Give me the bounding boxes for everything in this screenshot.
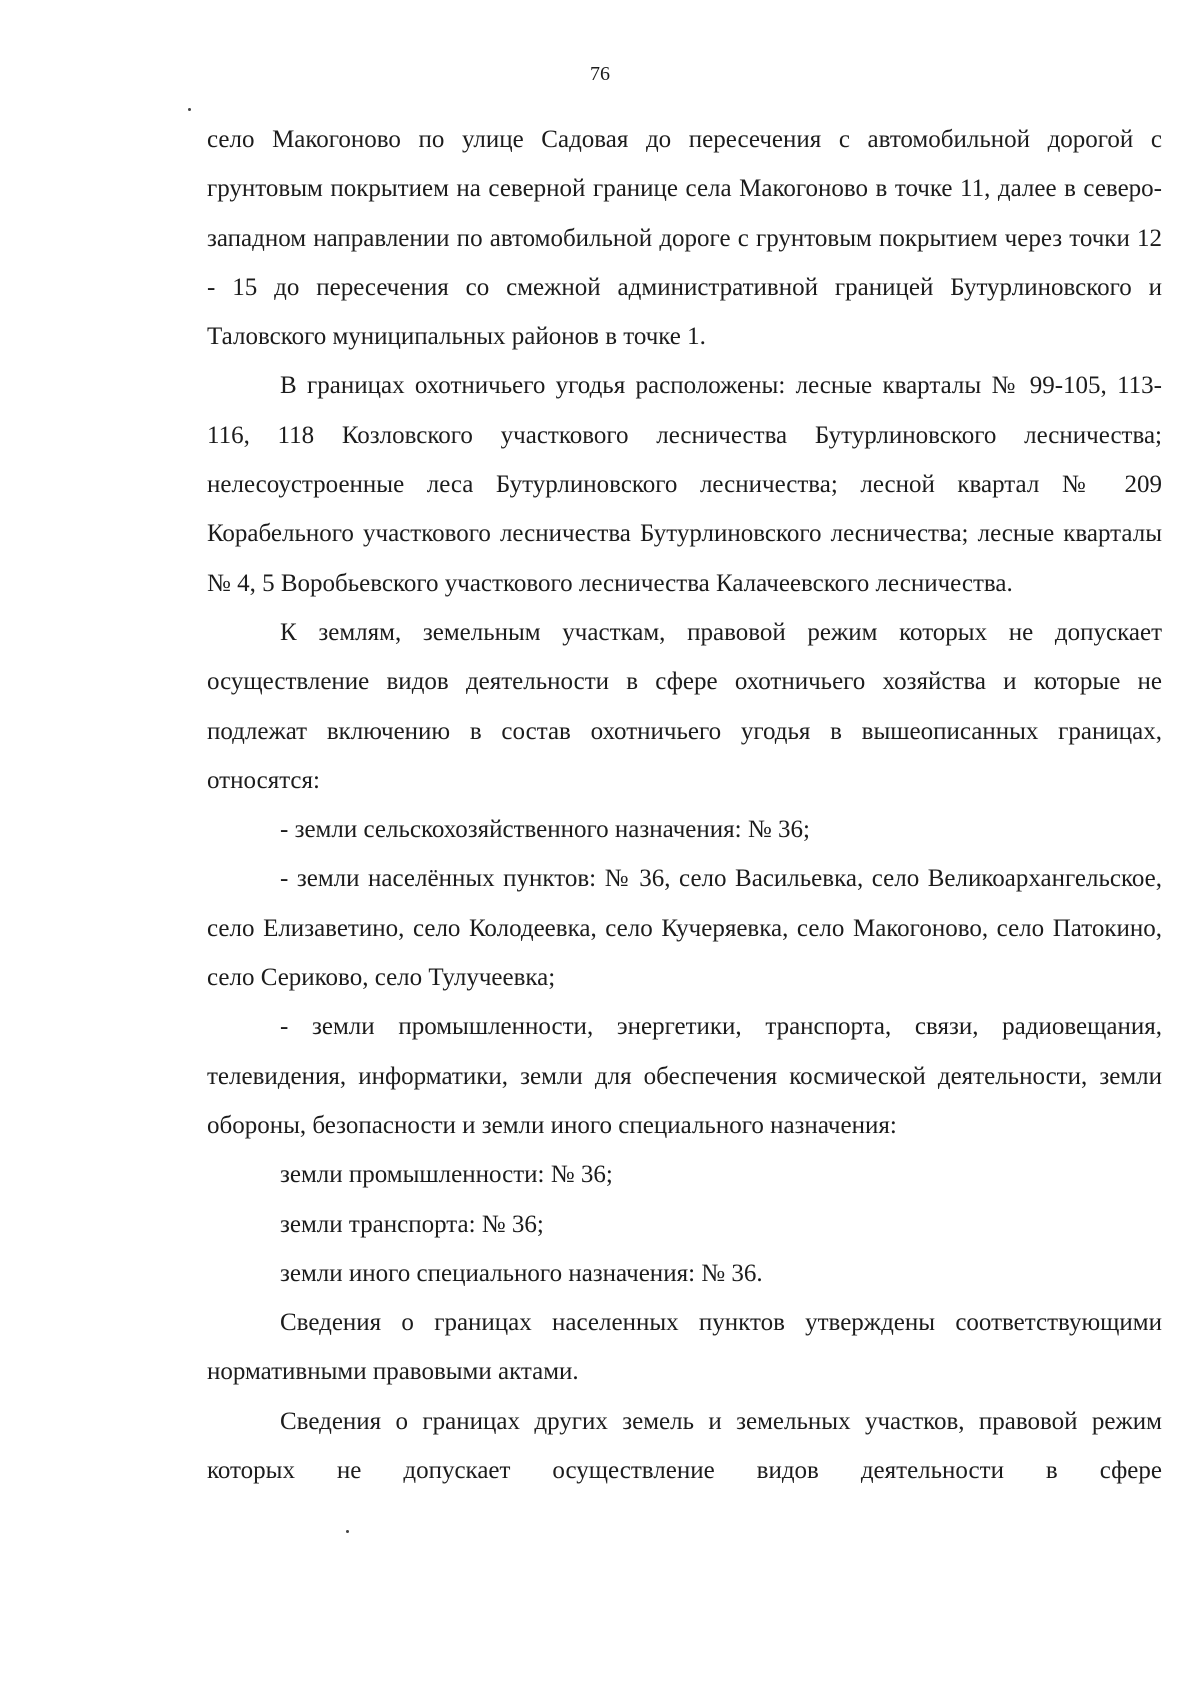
page-number: 76 [590,63,610,85]
list-item-industry-number: земли промышленности: № 36; [280,1161,613,1189]
paragraph-boundary-description: село Макогоново по улице Садовая до пересечения с автомобильной дорогой с грунтовым покрытием на северной границе села Макогоново в точке 11, далее в северо-западном направлении по автомобильной дороге с грунтовым покрытием через точки 12 - 15 до пересечения со смежной административной границей Бутурлиновского и Таловского муниципальных районов в точке 1. [207,126,1162,351]
paragraph-forest-quarters: В границах охотничьего угодья расположены: лесные кварталы № 99-105, 113-116, 118 Козловского участкового лесничества Бутурлиновского лесничества; нелесоустроенные леса Бутурлиновского лесничества; лесной квартал № 209 Корабельного участкового лесничества Бутурлиновского лесничества; лесные кварталы № 4, 5 Воробьевского участкового лесничества Калачеевского лесничества. [207,372,1162,597]
paragraph-settlement-boundaries: Сведения о границах населенных пунктов утверждены соответствующими нормативными правовыми актами. [207,1309,1162,1386]
document-body [207,115,1162,1495]
scan-speck [346,1530,349,1533]
list-item-special-purpose-number: земли иного специального назначения: № 36. [280,1259,763,1287]
scan-speck [188,108,191,111]
paragraph-other-lands: Сведения о границах других земель и земельных участков, правовой режим которых не допускает осуществление видов деятельности в сфере [207,1407,1162,1485]
list-item-settlement-lands: - земли населённых пунктов: № 36, село Васильевка, село Великоархангельское, село Елизаветино, село Колодеевка, село Кучеряевка, село Макогоново, село Патокино, село Сериково, село Тулучеевка; [207,865,1162,992]
list-item-agricultural-lands: - земли сельскохозяйственного назначения: № 36; [280,816,810,844]
list-item-industry-lands: - земли промышленности, энергетики, транспорта, связи, радиовещания, телевидения, информатики, земли для обеспечения космической деятельности, земли обороны, безопасности и земли иного специального назначения: [207,1013,1162,1139]
paragraph-excluded-lands-intro: К землям, земельным участкам, правовой режим которых не допускает осуществление видов деятельности в сфере охотничьего хозяйства и которые не подлежат включению в состав охотничьего угодья в вышеописанных границах, относятся: [207,618,1162,794]
list-item-transport-number: земли транспорта: № 36; [280,1210,544,1238]
